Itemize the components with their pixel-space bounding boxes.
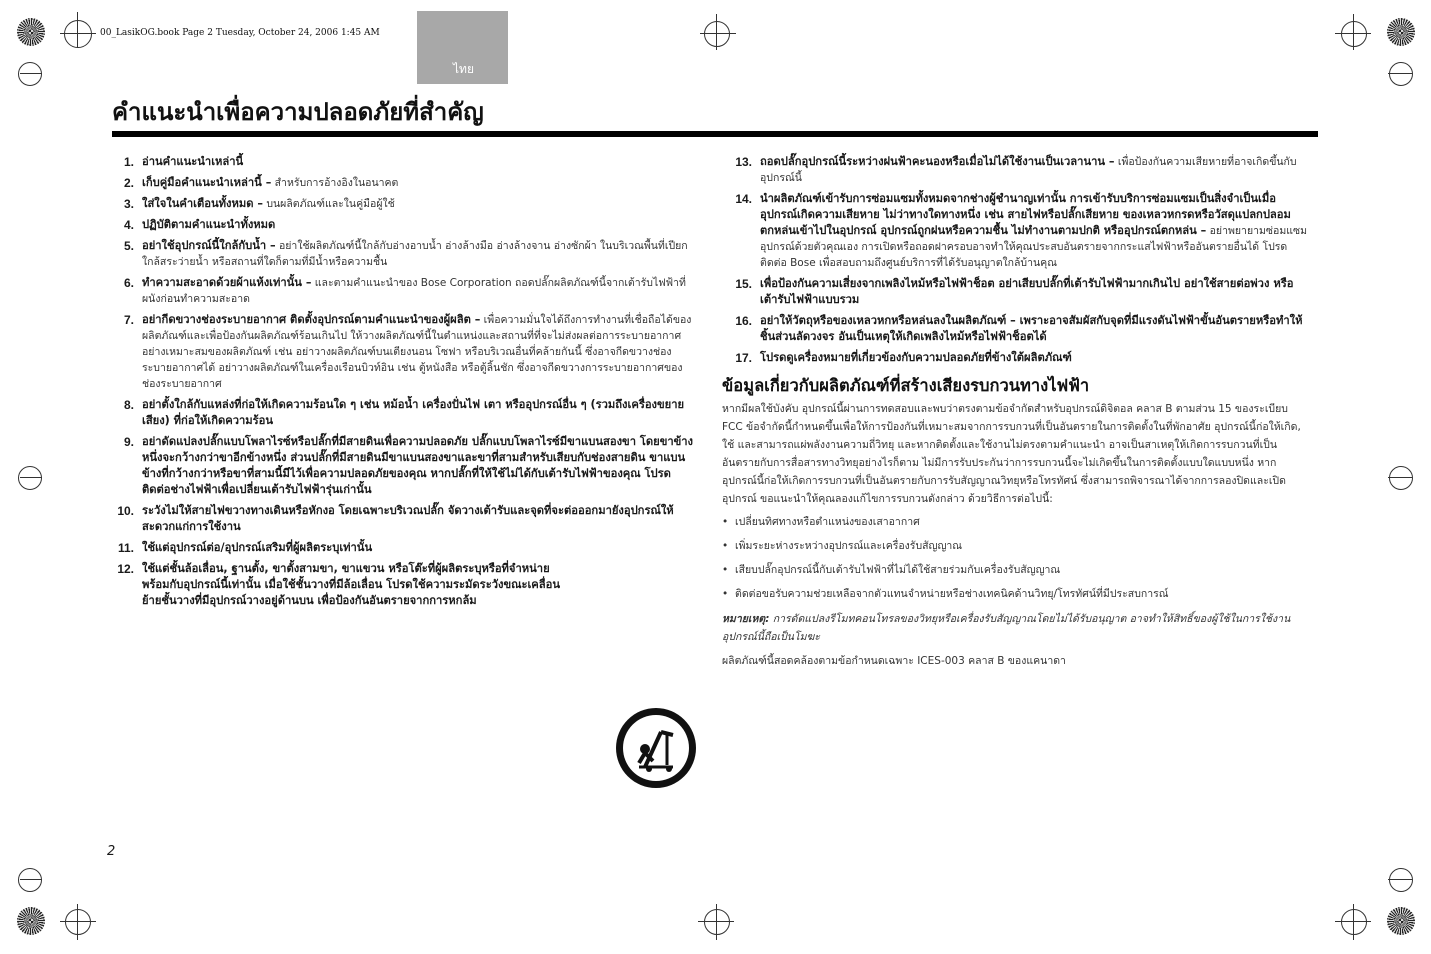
item-text: [142, 154, 694, 170]
bullet-dot-icon: •: [722, 516, 729, 528]
ices-statement: ผลิตภัณฑ์นี้สอดคล้องตามข้อกำหนดเฉพาะ ICES-003 คลาส B ของแคนาดา: [722, 655, 1066, 667]
item-text: [760, 154, 1310, 186]
item-text: [142, 434, 694, 498]
list-item: [104, 154, 694, 170]
item-number: 11.: [117, 541, 134, 555]
cart-warning-icon: [615, 707, 697, 789]
list-item: [722, 313, 1310, 345]
item-bold-text: ใช้แต่ชั้นล้อเลื่อน, ฐานตั้ง, ขาตั้งสามขา, ขาแขวน หรือโต๊ะที่ผู้ผลิตระบุหรือที่จำหน่ายพร้อมกับอุปกรณ์นี้เท่านั้น เมื่อใช้ชั้นวางที่มีล้อเลื่อน โปรดใช้ความระมัดระวังขณะเคลื่อนย้ายชั้นวางที่มีอุปกรณ์วางอยู่ด้านบน เพื่อป้องกันอันตรายจากการหกล้ม: [142, 562, 561, 607]
page-number: 2: [107, 844, 116, 859]
item-number: 7.: [123, 313, 134, 327]
item-bold-text: อย่าใช้อุปกรณ์นี้ใกล้กับน้ำ –: [142, 239, 276, 252]
registration-mark-icon: [18, 868, 42, 892]
item-text: [142, 503, 694, 535]
item-number: 8.: [123, 398, 134, 412]
color-target-icon: [17, 18, 45, 46]
bullet-text: เสียบปลั๊กอุปกรณ์นี้กับเต้ารับไฟฟ้าที่ไม่ได้ใช้สายร่วมกับเครื่องรับสัญญาณ: [735, 564, 1061, 576]
item-bold-text: อย่ากีดขวางช่องระบายอากาศ ติดตั้งอุปกรณ์ตามคำแนะนำของผู้ผลิต –: [142, 313, 481, 326]
item-text: [142, 275, 694, 307]
left-column: [104, 154, 694, 614]
item-bold-text: ทำความสะอาดด้วยผ้าแห้งเท่านั้น –: [142, 276, 312, 289]
bullet-item: [722, 562, 1310, 578]
list-item: [104, 217, 694, 233]
item-bold-text: นำผลิตภัณฑ์เข้ารับการซ่อมแซมทั้งหมดจากช่างผู้ชำนาญเท่านั้น การเข้ารับบริการซ่อมแซมเป็นสิ่งจำเป็นเมื่ออุปกรณ์เกิดความเสียหาย ไม่ว่าทางใดทางหนึ่ง เช่น สายไฟหรือปลั๊กเสียหาย ของเหลวหกรดหรือวัสดุแปลกปลอมตกหล่นเข้าไปในอุปกรณ์ อุปกรณ์ถูกฝนหรือความชื้น ไม่ทำงานตามปกติ หรืออุปกรณ์ตกหล่น –: [760, 192, 1291, 237]
list-item: [104, 312, 694, 392]
bullet-item: [722, 538, 1310, 554]
item-detail-text: และตามคำแนะนำของ Bose Corporation ถอดปลั๊กผลิตภัณฑ์นี้จากเต้ารับไฟฟ้าที่ผนังก่อนทำความสะอาด: [142, 277, 686, 305]
item-number: 5.: [123, 239, 134, 253]
list-item: [104, 397, 694, 429]
item-detail-text: สำหรับการอ้างอิงในอนาคต: [271, 177, 399, 189]
bullet-item: [722, 514, 1310, 530]
item-bold-text: โปรดดูเครื่องหมายที่เกี่ยวข้องกับความปลอดภัยที่ข้างใต้ผลิตภัณฑ์: [760, 351, 1072, 364]
bullet-text: ติดต่อขอรับความช่วยเหลือจากตัวแทนจำหน่ายหรือช่างเทคนิคด้านวิทยุ/โทรทัศน์ที่มีประสบการณ์: [735, 588, 1169, 600]
item-text: [760, 191, 1310, 271]
list-item: [722, 154, 1310, 186]
item-bold-text: อ่านคำแนะนำเหล่านี้: [142, 155, 244, 168]
list-item: [104, 434, 694, 498]
list-item: [722, 276, 1310, 308]
list-item: [722, 350, 1310, 366]
item-bold-text: อย่าให้วัตถุหรือของเหลวหกหรือหล่นลงในผลิตภัณฑ์ – เพราะอาจสัมผัสกับจุดที่มีแรงดันไฟฟ้าขั้นอันตรายหรือทำให้ชิ้นส่วนลัดวงจร อันเป็นเหตุให้เกิดเพลิงไหม้หรือไฟฟ้าช็อตได้: [760, 314, 1303, 343]
language-tab-label: ไทย: [453, 62, 474, 76]
registration-mark-icon: [1389, 868, 1413, 892]
list-item: [722, 191, 1310, 271]
registration-mark-icon: [704, 909, 730, 935]
bullet-text: เพิ่มระยะห่างระหว่างอุปกรณ์และเครื่องรับสัญญาณ: [735, 540, 963, 552]
item-detail-text: อย่าใช้ผลิตภัณฑ์นี้ใกล้กับอ่างอาบน้ำ อ่างล้างมือ อ่างล้างจาน อ่างซักผ้า ในบริเวณพื้นที่เปียก ใกล้สระว่ายน้ำ หรือสถานที่ใดก็ตามที่มีน้ำหรือความชื้น: [142, 240, 688, 268]
item-text: [142, 196, 694, 212]
bullet-dot-icon: •: [722, 540, 729, 552]
list-item: [104, 503, 694, 535]
item-number: 13.: [735, 155, 752, 169]
item-bold-text: อย่าตั้งใกล้กับแหล่งที่ก่อให้เกิดความร้อนใด ๆ เช่น หม้อน้ำ เครื่องปั่นไฟ เตา หรืออุปกรณ์อื่น ๆ (รวมถึงเครื่องขยายเสียง) ที่ก่อให้เกิดความร้อน: [142, 398, 685, 427]
bullet-list: [722, 514, 1310, 602]
list-item: [104, 561, 694, 609]
registration-mark-icon: [64, 20, 92, 48]
item-number: 12.: [117, 562, 134, 576]
list-item: [104, 175, 694, 191]
item-text: [142, 175, 694, 191]
item-bold-text: ระวังไม่ให้สายไฟขวางทางเดินหรือหักงอ โดยเฉพาะบริเวณปลั๊ก จัดวางเต้ารับและจุดที่จะต่อออกมายังอุปกรณ์ให้สะดวกแก่การใช้งาน: [142, 504, 674, 533]
bullet-dot-icon: •: [722, 588, 729, 600]
registration-mark-icon: [65, 909, 91, 935]
item-bold-text: ถอดปลั๊กอุปกรณ์นี้ระหว่างฝนฟ้าคะนองหรือเมื่อไม่ได้ใช้งานเป็นเวลานาน –: [760, 155, 1115, 168]
color-target-icon: [17, 907, 45, 935]
item-number: 1.: [123, 155, 134, 169]
item-detail-text: บนผลิตภัณฑ์และในคู่มือผู้ใช้: [262, 198, 395, 210]
right-column: [722, 154, 1310, 676]
registration-mark-icon: [1341, 21, 1367, 47]
file-header-note: 00_LasikOG.book Page 2 Tuesday, October 24, 2006 1:45 AM: [100, 28, 380, 38]
item-bold-text: ปฏิบัติตามคำแนะนำทั้งหมด: [142, 218, 276, 231]
bullet-dot-icon: •: [722, 564, 729, 576]
item-bold-text: ใช้แต่อุปกรณ์ต่อ/อุปกรณ์เสริมที่ผู้ผลิตระบุเท่านั้น: [142, 541, 373, 554]
registration-mark-icon: [1389, 62, 1413, 86]
list-item: [104, 540, 694, 556]
item-bold-text: เก็บคู่มือคำแนะนำเหล่านี้ –: [142, 176, 272, 189]
item-number: 15.: [735, 277, 752, 291]
item-text: [142, 540, 694, 556]
list-item: [104, 196, 694, 212]
item-number: 6.: [123, 276, 134, 290]
list-item: [104, 238, 694, 270]
item-detail-text: อย่าพยายามซ่อมแซมอุปกรณ์ด้วยตัวคุณเอง การเปิดหรือถอดฝาครอบอาจทำให้คุณประสบอันตรายจากกระแสไฟฟ้าหรืออันตรายอื่นได้ โปรดติดต่อ Bose เพื่อสอบถามถึงศูนย์บริการที่ได้รับอนุญาตใกล้บ้านคุณ: [760, 225, 1308, 269]
item-number: 2.: [123, 176, 134, 190]
item-text: [142, 397, 694, 429]
registration-mark-icon: [1389, 466, 1413, 490]
item-number: 17.: [735, 351, 752, 365]
note-text: การดัดแปลงรีโมทคอนโทรลของวิทยุหรือเครื่องรับสัญญาณโดยไม่ได้รับอนุญาต อาจทำให้สิทธิ์ของผู้ใช้ในการใช้งานอุปกรณ์นี้ถือเป็นโมฆะ: [722, 613, 1291, 643]
bullet-item: [722, 586, 1310, 602]
item-bold-text: เพื่อป้องกันความเสี่ยงจากเพลิงไหม้หรือไฟฟ้าช็อต อย่าเสียบปลั๊กที่เต้ารับไฟฟ้ามากเกินไป อย่าใช้สายต่อพ่วง หรือเต้ารับไฟฟ้าแบบรวม: [760, 277, 1294, 306]
page-title: คำแนะนำเพื่อความปลอดภัยที่สำคัญ: [112, 98, 484, 126]
language-tab: [417, 11, 508, 84]
color-target-icon: [1387, 907, 1415, 935]
color-target-icon: [1387, 18, 1415, 46]
item-detail-text: เพื่อความมั่นใจได้ถึงการทำงานที่เชื่อถือได้ของผลิตภัณฑ์และเพื่อป้องกันผลิตภัณฑ์ร้อนเกินไป ให้วางผลิตภัณฑ์นี้ในตำแหน่งและสถานที่ที่จะไม่ส่งผลต่อการระบายอากาศอย่างเหมาะสมของผลิตภัณฑ์ เช่น อย่าวางผลิตภัณฑ์บนเตียงนอน โซฟา หรือบริเวณอื่นที่คล้ายกันนี้ ซึ่งอาจกีดขวางช่องระบายอากาศได้ อย่าวางผลิตภัณฑ์ในเครื่องเรือนบิวท์อิน เช่น ตู้หนังสือ หรือตู้ลิ้นชัก ซึ่งอาจกีดขวางการระบายอากาศของช่องระบายอากาศ: [142, 314, 692, 390]
item-number: 9.: [123, 435, 134, 449]
registration-mark-icon: [704, 21, 730, 47]
section-paragraph: หากมีผลใช้บังคับ อุปกรณ์นี้ผ่านการทดสอบและพบว่าตรงตามข้อจำกัดสำหรับอุปกรณ์ดิจิตอล คลาส B ตามส่วน 15 ของระเบียบ FCC ข้อจำกัดนี้กำหนดขึ้นเพื่อให้การป้องกันที่เหมาะสมจากการรบกวนที่เป็นอันตรายในการติดตั้งในที่พักอาศัย อุปกรณ์นี้ก่อให้เกิด, ใช้ และสามารถแผ่พลังงานความถี่วิทยุ และหากติดตั้งและใช้งานไม่ตรงตามคำแนะนำ อาจเป็นสาเหตุให้เกิดการรบกวนที่เป็นอันตรายกับการสื่อสารทางวิทยุอย่างไรก็ตาม ไม่มีการรับประกันว่าการรบกวนนี้จะไม่เกิดขึ้นในการติดตั้งแบบใดแบบหนึ่ง หากอุปกรณ์นี้ก่อให้เกิดการรบกวนที่เป็นอันตรายกับการรับสัญญาณวิทยุหรือโทรทัศน์ ซึ่งสามารถพิจารณาได้จากการลองปิดและเปิดอุปกรณ์ ขอแนะนำให้คุณลองแก้ไขการรบกวนดังกล่าว ด้วยวิธีการต่อไปนี้:: [722, 403, 1301, 505]
item-text: [760, 350, 1310, 366]
item-detail-text: เพื่อป้องกันความเสียหายที่อาจเกิดขึ้นกับอุปกรณ์นี้: [760, 156, 1297, 184]
item-text: [142, 561, 694, 609]
item-text: [142, 217, 694, 233]
item-text: [760, 313, 1310, 345]
registration-mark-icon: [18, 62, 42, 86]
bullet-text: เปลี่ยนทิศทางหรือตำแหน่งของเสาอากาศ: [735, 516, 920, 528]
title-rule: [112, 131, 1318, 137]
list-item: [104, 275, 694, 307]
item-number: 10.: [117, 504, 134, 518]
item-text: [760, 276, 1310, 308]
item-number: 14.: [735, 192, 752, 206]
item-number: 3.: [123, 197, 134, 211]
item-number: 4.: [123, 218, 134, 232]
registration-mark-icon: [18, 466, 42, 490]
registration-mark-icon: [1341, 909, 1367, 935]
item-number: 16.: [735, 314, 752, 328]
item-text: [142, 312, 694, 392]
note: [722, 610, 1310, 646]
item-text: [142, 238, 694, 270]
section-title: ข้อมูลเกี่ยวกับผลิตภัณฑ์ที่สร้างเสียงรบกวนทางไฟฟ้า: [722, 376, 1090, 395]
item-bold-text: อย่าดัดแปลงปลั๊กแบบโพลาไรซ์หรือปลั๊กที่มีสายดินเพื่อความปลอดภัย ปลั๊กแบบโพลาไรซ์มีขาแบนสองขา โดยขาข้างหนึ่งจะกว้างกว่าขาอีกข้างหนึ่ง ส่วนปลั๊กที่มีสายดินมีขาแบนสองขาและขาที่สามสำหรับเสียบกับช่องสายดิน ขาแบนข้างที่กว้างกว่าหรือขาที่สามนี้มีไว้เพื่อความปลอดภัยของคุณ หากปลั๊กที่ให้ใช้ไม่ได้กับเต้ารับไฟฟ้าของคุณ โปรดติดต่อช่างไฟฟ้าเพื่อเปลี่ยนเต้ารับไฟฟ้ารุ่นเก่านั้น: [142, 435, 694, 496]
item-bold-text: ใส่ใจในคำเตือนทั้งหมด –: [142, 197, 263, 210]
note-label: หมายเหตุ:: [722, 613, 770, 625]
